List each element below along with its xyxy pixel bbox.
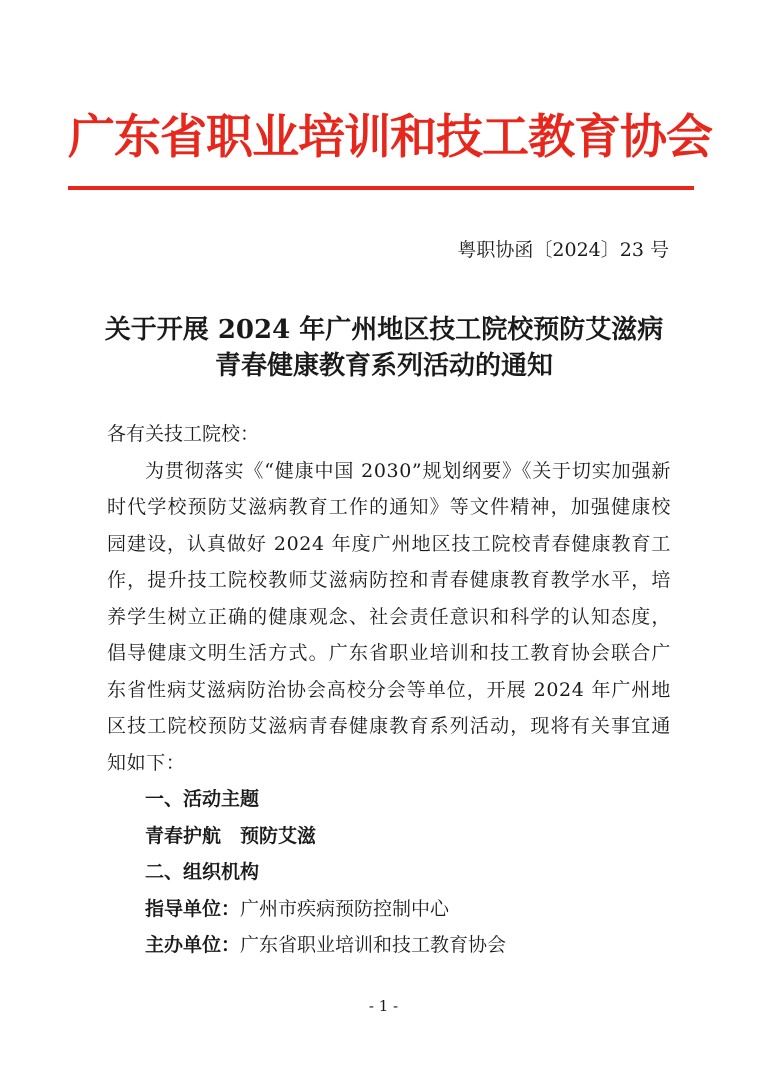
page-number: - 1 -	[368, 997, 399, 1015]
section-heading-theme: 一、活动主题	[145, 788, 260, 810]
document-body	[107, 416, 671, 964]
section-heading-organization: 二、组织机构	[145, 861, 260, 883]
guiding-unit-label: 指导单位：	[145, 897, 241, 920]
host-unit-value: 广东省职业培训和技工教育协会	[240, 934, 507, 956]
document-number: 粤职协函〔2024〕23 号	[457, 239, 669, 261]
host-unit-label: 主办单位：	[145, 934, 241, 956]
salutation: 各有关技工院校：	[107, 423, 260, 445]
guiding-unit-value: 广州市疾病预防控制中心	[240, 897, 450, 920]
document-title: 关于开展 2024 年广州地区技工院校预防艾滋病青春健康教育系列活动的通知	[104, 315, 664, 381]
letterhead-org-name: 广东省职业培训和技工教育协会	[68, 110, 712, 165]
intro-paragraph: 为贯彻落实《“健康中国 2030”规划纲要》《关于切实加强新时代学校预防艾滋病教育工作的通知》等文件精神，加强健康校园建设，认真做好 2024 年度广州地区技工院校青春健康教育工作，提升技工院校教师艾滋病防控和青春健康教育教学水平，培养学生树立正确的健康观念、社会责任意识和科学的认知态度，倡导健康文明生活方式。广东省职业培训和技工教育协会联合广东省性病艾滋病防治协会高校分会等单位，开展 2024 年广州地区技工院校预防艾滋病青春健康教育系列活动，现将有关事宜通知如下：	[107, 459, 671, 774]
theme-text: 青春护航 预防艾滋	[145, 824, 317, 847]
guiding-unit-line	[107, 891, 671, 928]
host-unit-line	[107, 927, 671, 964]
letterhead-red-rule	[68, 186, 694, 190]
